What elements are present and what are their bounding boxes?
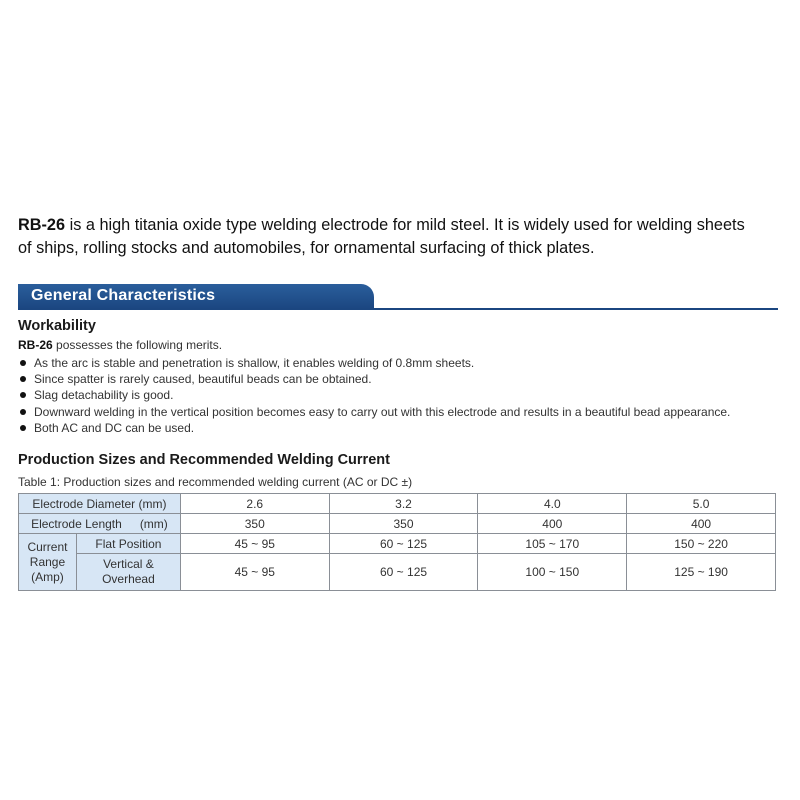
merits-product-name: RB-26	[18, 338, 53, 352]
workability-heading: Workability	[18, 318, 96, 334]
table-cell: 400	[627, 514, 776, 534]
table-cell: 350	[180, 514, 329, 534]
bullet-icon	[20, 376, 26, 382]
current-label-line3: (Amp)	[31, 569, 64, 584]
merits-intro-text: possesses the following merits.	[52, 338, 223, 352]
table-cell: 60 ~ 125	[329, 554, 478, 591]
table-row	[19, 554, 776, 591]
table-cell: 4.0	[478, 494, 627, 514]
production-table	[18, 493, 776, 591]
intro-text-line2: of ships, rolling stocks and automobiles, for ornamental surfacing of thick plates.	[18, 239, 595, 257]
table-cell: 5.0	[627, 494, 776, 514]
bullet-icon	[20, 392, 26, 398]
diameter-label: Electrode Diameter (mm)	[19, 494, 181, 514]
table-row	[19, 494, 776, 514]
production-heading: Production Sizes and Recommended Welding Current	[18, 452, 390, 468]
vertical-label-line1: Vertical &	[103, 557, 154, 571]
merits-intro	[18, 338, 222, 352]
table-caption: Table 1: Production sizes and recommended welding current (AC or DC ±)	[18, 475, 413, 489]
merit-text: Both AC and DC can be used.	[34, 420, 195, 435]
current-range-label	[19, 534, 77, 591]
list-item	[18, 387, 788, 403]
table-cell: 2.6	[180, 494, 329, 514]
merit-text: Since spatter is rarely caused, beautiful beads can be obtained.	[34, 372, 372, 387]
table-cell: 45 ~ 95	[180, 554, 329, 591]
list-item	[18, 404, 788, 420]
bullet-icon	[20, 360, 26, 366]
table-cell: 105 ~ 170	[478, 534, 627, 554]
table-cell: 125 ~ 190	[627, 554, 776, 591]
table-cell: 45 ~ 95	[180, 534, 329, 554]
merit-text: Slag detachability is good.	[34, 388, 174, 403]
length-label-unit: (mm)	[139, 516, 168, 531]
length-label-text: Electrode Length	[31, 516, 122, 531]
table-row	[19, 534, 776, 554]
list-item	[18, 371, 788, 387]
flat-position-label: Flat Position	[76, 534, 180, 554]
table-row	[19, 514, 776, 534]
intro-text-line1: is a high titania oxide type welding electrode for mild steel. It is widely used for welding sheets	[65, 216, 745, 234]
table-cell: 400	[478, 514, 627, 534]
intro-paragraph	[18, 214, 788, 260]
list-item	[18, 355, 788, 371]
table-cell: 150 ~ 220	[627, 534, 776, 554]
section-header-bar	[18, 284, 374, 309]
merit-text: Downward welding in the vertical position becomes easy to carry out with this electrode and results in a beautiful bead appearance.	[34, 404, 731, 419]
merit-text: As the arc is stable and penetration is shallow, it enables welding of 0.8mm sheets.	[34, 356, 475, 370]
section-title: General Characteristics	[31, 287, 216, 304]
bullet-icon	[20, 409, 26, 415]
table-cell: 350	[329, 514, 478, 534]
vertical-overhead-label	[76, 554, 180, 591]
intro-product-name: RB-26	[18, 216, 66, 234]
bullet-icon	[20, 425, 26, 431]
merits-list	[18, 355, 788, 436]
current-label-line2: Range	[29, 554, 66, 569]
vertical-label-line2: Overhead	[102, 572, 155, 586]
list-item	[18, 420, 788, 436]
length-label	[19, 514, 181, 534]
section-divider	[18, 308, 778, 310]
current-label-line1: Current	[27, 539, 68, 554]
table-cell: 100 ~ 150	[478, 554, 627, 591]
table-cell: 3.2	[329, 494, 478, 514]
table-cell: 60 ~ 125	[329, 534, 478, 554]
